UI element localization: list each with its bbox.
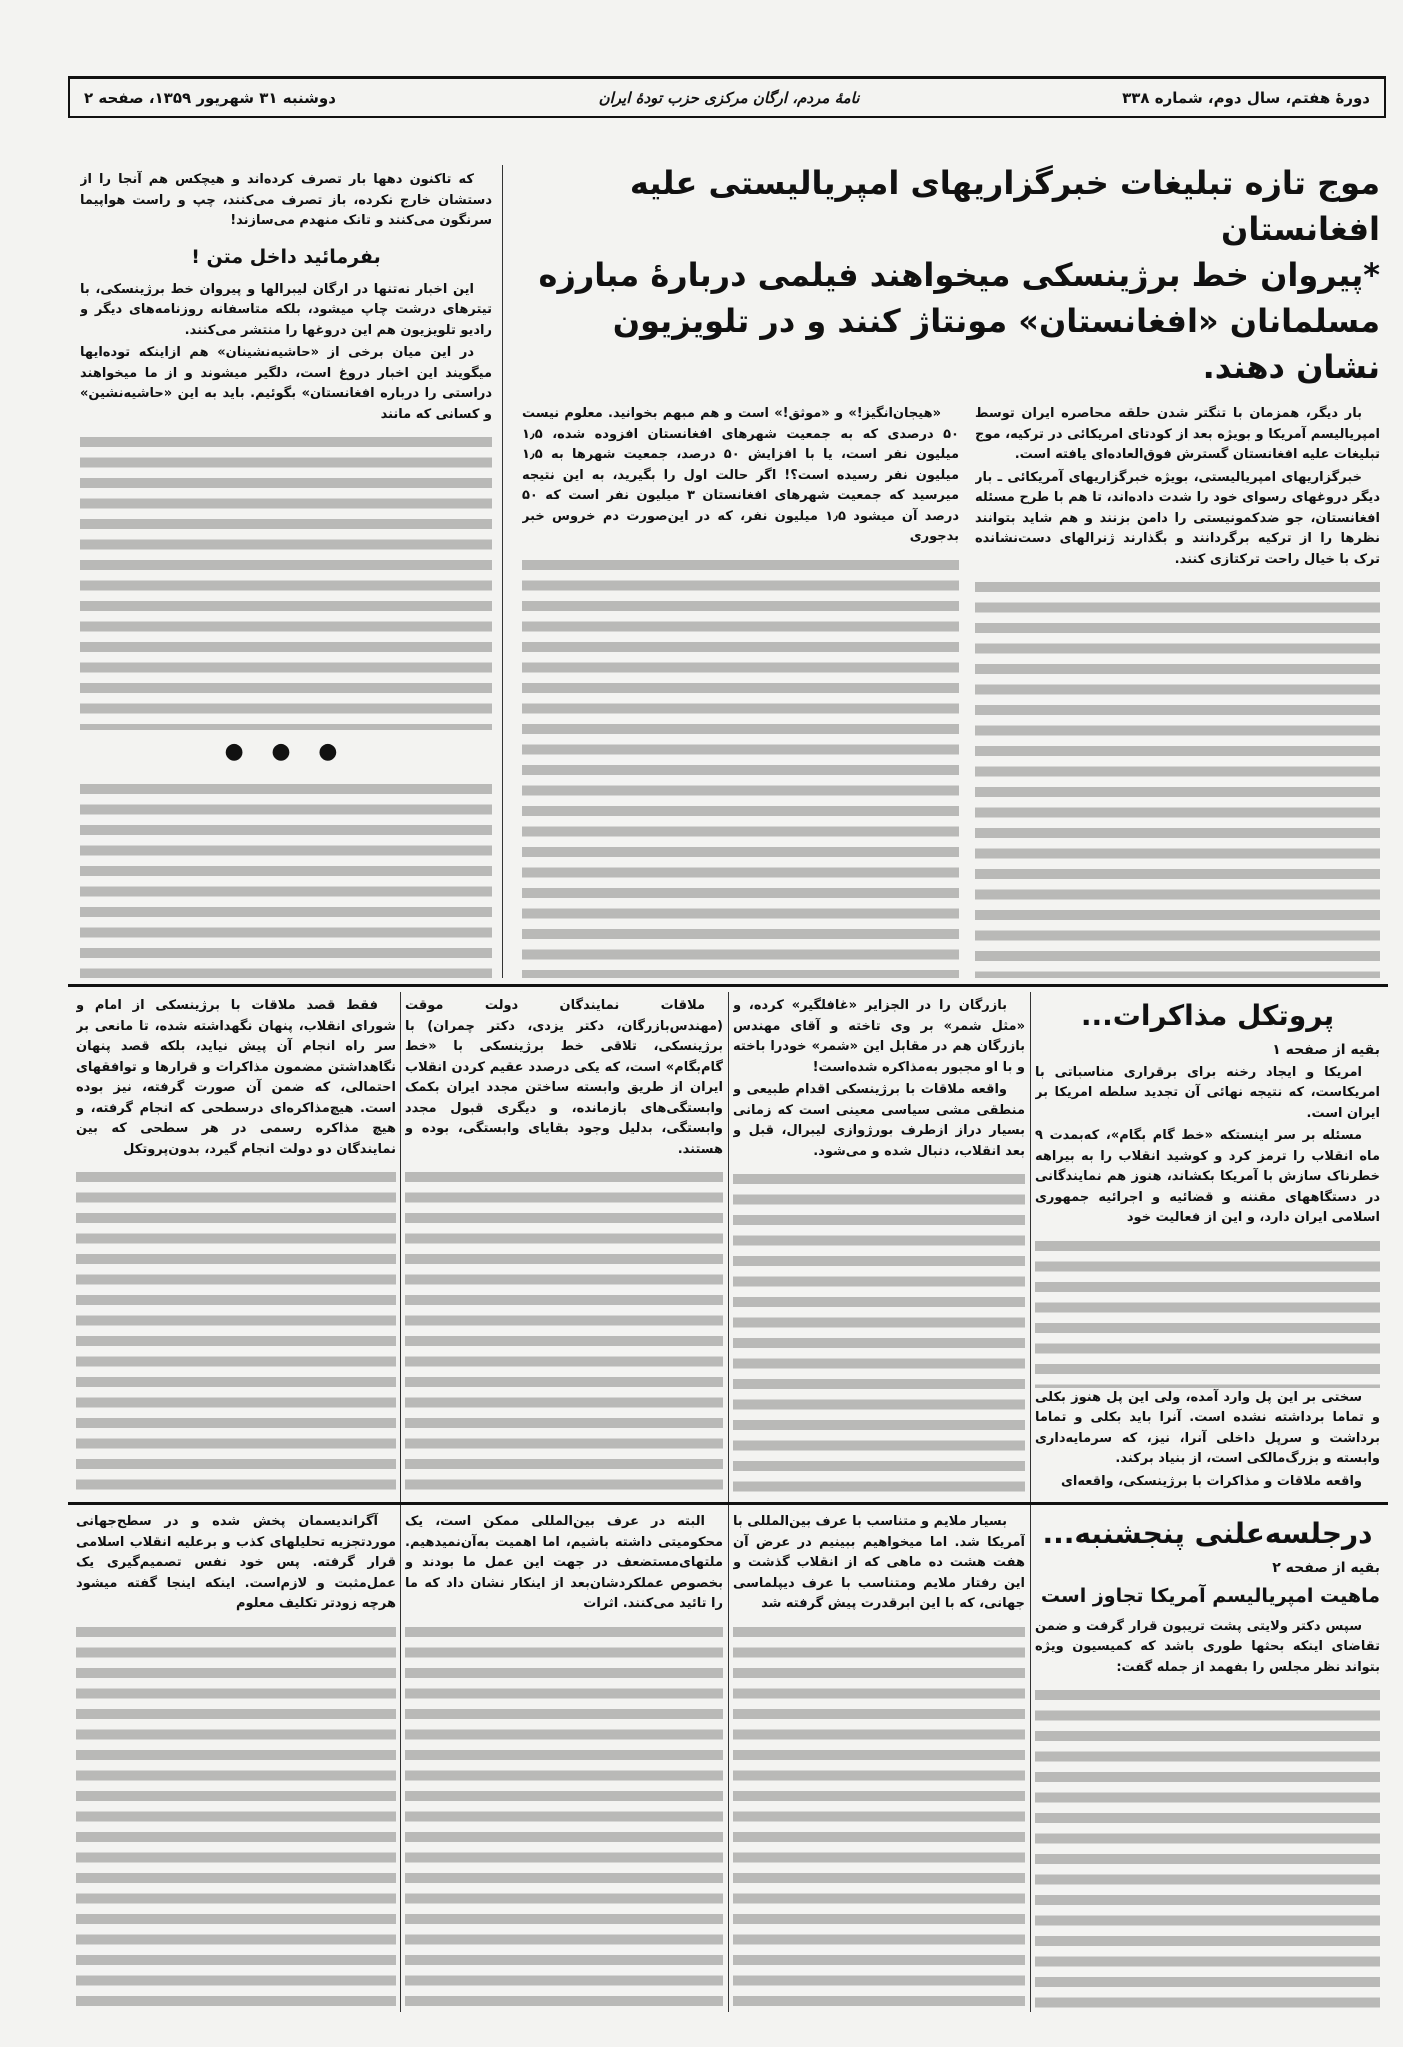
text-body bbox=[80, 431, 492, 730]
paragraph: واقعه ملاقات و مذاکرات با برژینسکی، واقعه‌ای bbox=[1061, 1473, 1362, 1489]
paragraph: خبرگزاریهای امپریالیستی، بویژه خبرگزاریهای آمریکائی ـ بار دیگر دروغهای رسوای خود را شدت داده‌اند، تا هم با طرح مسئله افغانستان، جو ضدکمونیستی را دامن بزنند و هم شاید بتوانند نظرها را از ترکیه برگردانند و بگذارند ژنرالهای دست‌نشانده ترک با خیال راحت ترکتازی کنند. bbox=[975, 469, 1380, 567]
session-article-col-2 bbox=[733, 1512, 1025, 2012]
text-body bbox=[733, 1168, 1025, 1496]
lead-article-col-left bbox=[80, 170, 492, 978]
text-body bbox=[80, 778, 492, 978]
paragraph: امریکا و ایجاد رخنه برای برقراری مناسباتی با امریکاست، که نتیجه نهائی آن تجدید سلطه امریکا بر ایران است. bbox=[1035, 1064, 1380, 1121]
text-body bbox=[975, 576, 1380, 978]
protocol-article-col-3 bbox=[405, 996, 723, 1496]
paragraph: البته در عرف بین‌المللی ممکن است، یک محکومیتی داشته باشیم، اما اهمیت به‌آن‌نمیدهیم. ملتهای‌مستضعف در جهت این عمل ما بودند و بخصوص عملکردشان‌بعد از اینکار نشان داد که ما را تائید می‌کنند. اثرات bbox=[405, 1514, 723, 1611]
text-body bbox=[76, 1166, 396, 1496]
protocol-article-col-1 bbox=[1035, 994, 1380, 1494]
paragraph: آگراندیسمان پخش شده و در سطح‌جهانی موردتجزیه تحلیلهای کذب و برعلیه انقلاب اسلامی قرار گرفته. پس خود نفس تصمیم‌گیری یک عمل‌مثبت و لازم‌است. اینکه اینجا گفته میشود هرچه زودتر تکلیف معلوم bbox=[76, 1514, 396, 1611]
session-article-col-3 bbox=[405, 1512, 723, 2012]
lead-article bbox=[522, 160, 1380, 978]
paragraph: ملاقات نمایندگان دولت موقت (مهندس‌بازرگان، دکتر یزدی، دکتر چمران) با برژینسکی، تلاقی خط برژینسکی با «خط گام‌بگام» است، که یکی درصدد عقیم کردن انقلاب ایران از طریق وابسته ساختن مجدد ایران بکمک وابستگی‌های بازمانده، و دیگری قبول مجدد وابستگی، بدلیل وجود بقایای وابستگی، بوده و هستند. bbox=[405, 998, 723, 1157]
issue-number: دورهٔ هفتم، سال دوم، شماره ۳۳۸ bbox=[1122, 88, 1370, 107]
paragraph: واقعه ملاقات با برژینسکی اقدام طبیعی و منطقی مشی سیاسی معینی است که زمانی بسیار دراز ازطرف بورژوازی لیبرال، قبل و بعد انقلاب، دنبال شده و می‌شود. bbox=[733, 1082, 1025, 1159]
text-body bbox=[1035, 1684, 1380, 2012]
lead-columns bbox=[522, 404, 1380, 978]
paragraph: «هیجان‌انگیز!» و «موثق!» است و هم مبهم بخوانید. معلوم نیست ۵۰ درصدی که به جمعیت شهرهای افغانستان افزوده شده، ۱٫۵ میلیون نفر است، یا با افزایش ۵۰ درصد، جمعیت شهرها به ۱٫۵ میلیون نفر رسیده است؟! اگر حالت اول را بگیرید، به این نتیجه میرسید که جمعیت شهرهای افغانستان ۳ میلیون نفر است که ۵۰ درصد آن میشود ۱٫۵ میلیون نفر، که در این‌صورت دم خروس خبر بدجوری bbox=[522, 406, 959, 544]
text-body bbox=[522, 554, 959, 979]
article-subtitle: ماهیت امپریالیسم آمریکا تجاوز است bbox=[1040, 1584, 1380, 1607]
lead-article-col-right bbox=[975, 404, 1380, 978]
paragraph: سختی بر این پل وارد آمده، ولی این پل هنوز بکلی و تماما برداشته نشده است. آنرا باید بکلی و تماما برداشت و سرپل داخلی آنرا، نیز، که سرمایه‌داری وابسته و بزرگ‌مالکی است، از بنیاد برکند. bbox=[1035, 1389, 1380, 1466]
session-article-col-4 bbox=[76, 1512, 396, 2012]
protocol-article-col-4 bbox=[76, 996, 396, 1496]
continued-from: بقیه از صفحه ۲ bbox=[1272, 1560, 1380, 1576]
paragraph: بسیار ملایم و متناسب با عرف بین‌المللی با آمریکا شد. اما میخواهیم ببینیم در عرض آن هفت هشت ده ماهی که از انقلاب گذشت و این رفتار ملایم ومتناسب با عرف دیپلماسی جهانی، که با این ابرقدرت پیش گرفته شد bbox=[733, 1514, 1025, 1611]
session-article-col-1 bbox=[1035, 1512, 1380, 2012]
headline-main: موج تازه تبلیغات خبرگزاریهای امپریالیستی علیه افغانستان bbox=[629, 164, 1380, 248]
separator-dots: ● ● ● bbox=[224, 739, 348, 765]
lead-article-col-middle bbox=[522, 404, 959, 978]
text-body bbox=[733, 1621, 1025, 2013]
section-subheading: بفرمائید داخل متن ! bbox=[191, 245, 381, 268]
headline-sub: *پیروان خط برژینسکی میخواهند فیلمی دربارهٔ مبارزه مسلمانان «افغانستان» مونتاژ کنند و در تلویزیون نشان دهند. bbox=[538, 256, 1380, 386]
continued-from: بقیه از صفحه ۱ bbox=[1272, 1042, 1380, 1058]
paragraph: این اخبار نه‌تنها در ارگان لیبرالها و پیروان خط برژینسکی، با تیترهای درشت چاپ میشود، بلکه متاسفانه روزنامه‌های دیگر و رادیو تلویزیون هم این دروغها را منتشر می‌کنند. bbox=[80, 281, 492, 338]
paragraph: بازرگان را در الجزایر «غافلگیر» کرده، و «مثل شمر» بر وی تاخته و آقای مهندس بازرگان هم در مقابل این «شمر» خودرا باخته و با او مجبور به‌مذاکره شده‌است! bbox=[733, 998, 1025, 1075]
paragraph: بار دیگر، همزمان با تنگتر شدن حلقه محاصره ایران توسط امپریالیسم آمریکا و بویژه بعد از کودتای امریکائی در ترکیه، موج تبلیغات علیه افغانستان گسترش فوق‌العاده‌ای یافته است. bbox=[975, 406, 1380, 462]
paragraph: سپس دکتر ولایتی پشت تریبون قرار گرفت و ضمن تقاضای اینکه بحثها طوری باشد که کمیسیون ویژه بتواند نظر مجلس را بفهمد از جمله گفت: bbox=[1035, 1618, 1380, 1675]
lead-headline bbox=[522, 160, 1380, 390]
protocol-article-col-2 bbox=[733, 996, 1025, 1496]
paragraph: در این میان برخی از «حاشیه‌نشینان» هم ازاینکه توده‌ایها میگویند این اخبار دروغ است، دلگیر میشوند و از ما میخواهند دراستی را درباره افغانستان» بگوئیم. باید به این «حاشیه‌نشین» و کسانی که مانند bbox=[80, 345, 492, 422]
paragraph: فقط قصد ملاقات با برژینسکی از امام و شورای انقلاب، پنهان نگهداشته شده، تا مانعی بر سر راه انجام آن پیش نیاید، بلکه قصد پنهان نگاهداشتن مضمون مذاکرات و قرارها و توافقهای احتمالی، که ضمن آن صورت گرفته، نیز بوده است. هیچ‌مذاکره‌ای درسطحی که انجام گرفته، و هیچ مذاکره رسمی در هر سطحی که بین نمایندگان دو دولت انجام گیرد، بدون‌پروتکل bbox=[76, 998, 396, 1157]
text-body bbox=[76, 1621, 396, 2013]
paragraph: که تاکنون دهها بار تصرف کرده‌اند و هیچکس هم آنجا را از دستشان خارج نکرده، باز تصرف می‌کنند، چپ و راست هواپیما سرنگون می‌کنند و تانک منهدم می‌سازند! bbox=[80, 172, 492, 228]
text-body bbox=[1035, 1235, 1380, 1388]
date-page: دوشنبه ۳۱ شهریور ۱۳۵۹، صفحه ۲ bbox=[84, 88, 336, 107]
text-body bbox=[405, 1621, 723, 2013]
page-header bbox=[68, 76, 1386, 118]
masthead: نامهٔ مردم، ارگان مرکزی حزب تودهٔ ایران bbox=[598, 88, 860, 107]
paragraph: مسئله بر سر اینستکه «خط گام بگام»، که‌بمدت ۹ ماه انقلاب را ترمز کرد و کوشید انقلاب را به بیراهه خطرناک سازش با آمریکا بکشاند، هنوز هم نمایندگانی در دستگاههای مقننه و قضائیه و اجرائیه جمهوری اسلامی ایران دارد، و این از فعالیت خود bbox=[1035, 1128, 1380, 1225]
article-title: پروتکل مذاکرات... bbox=[1080, 999, 1335, 1032]
article-title: درجلسه‌علنی پنجشنبه... bbox=[1042, 1517, 1373, 1550]
text-body bbox=[405, 1166, 723, 1496]
